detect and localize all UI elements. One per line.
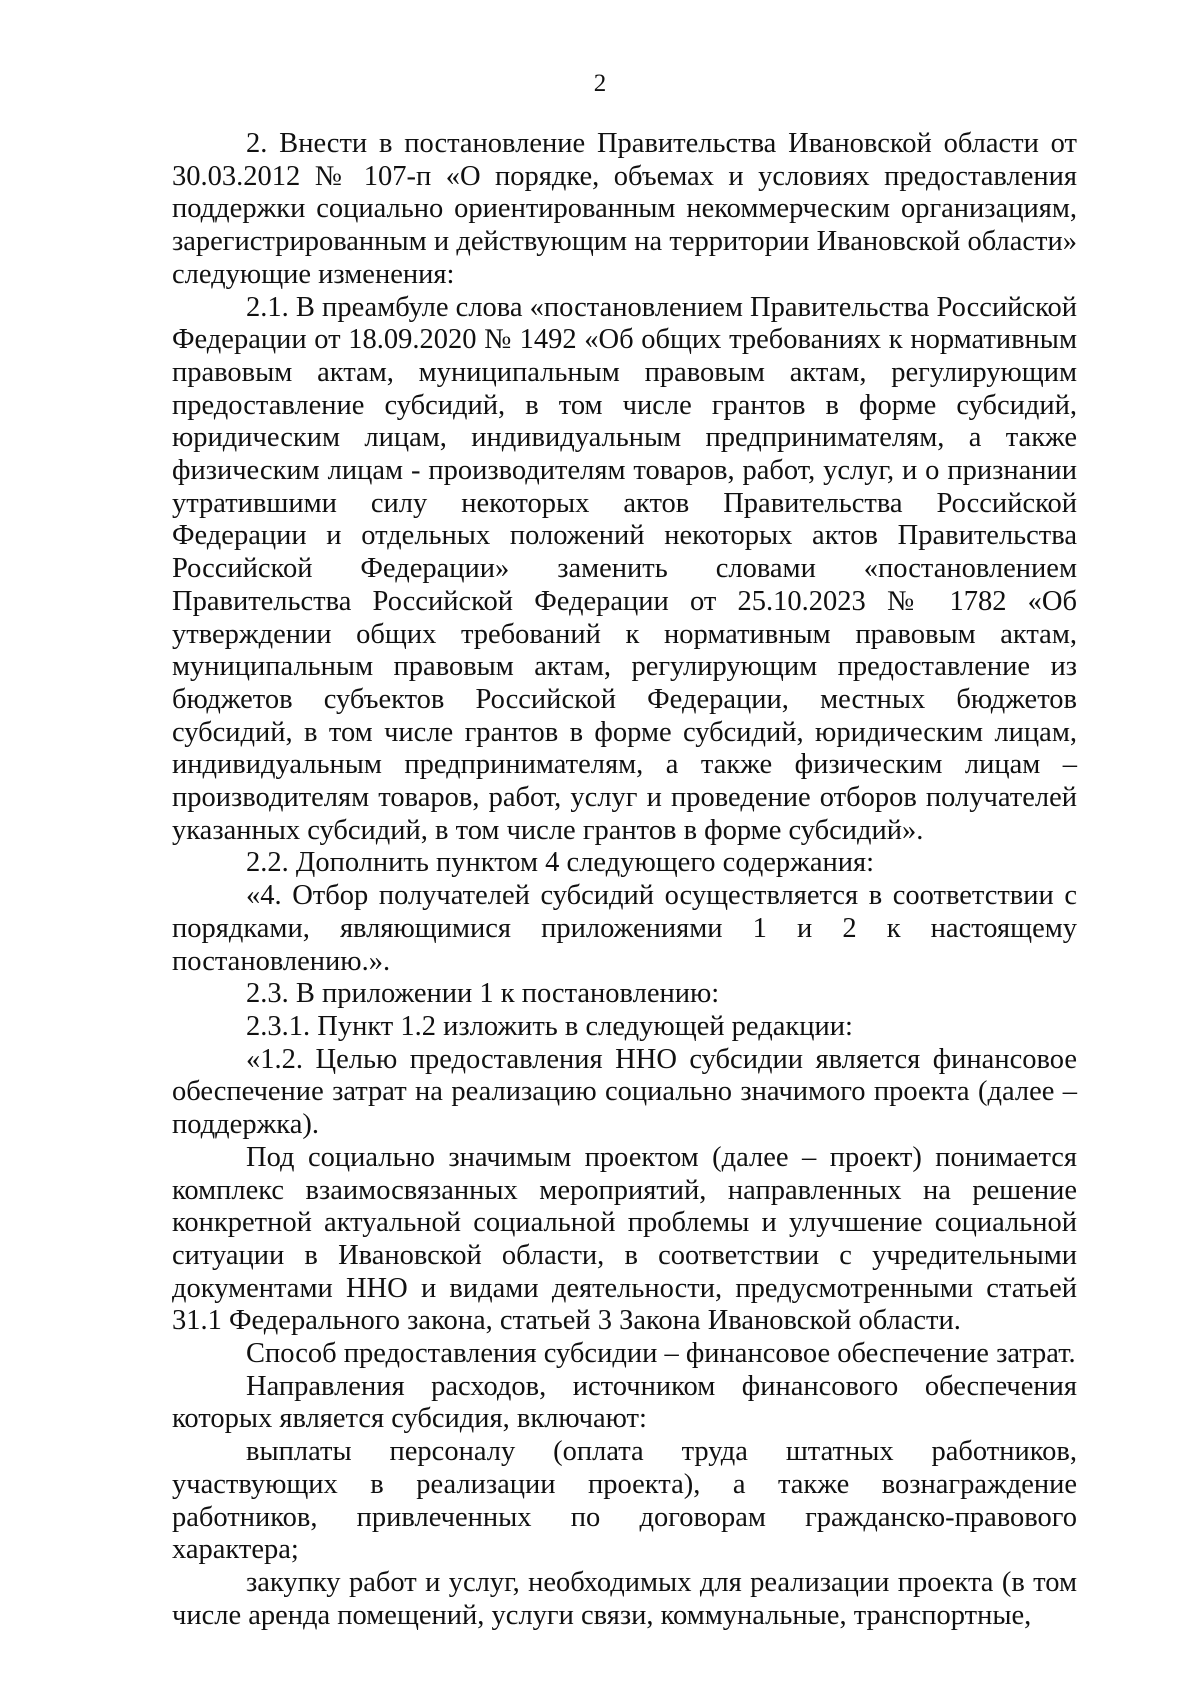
paragraph-project-definition: Под социально значимым проектом (далее – проект) понимается комплекс взаимосвязанных мероприятий, направленных на решение конкретной актуальной социальной проблемы и улучшение социальной ситуации в Ивановской области, в соответствии с учредительными документами ННО и видами деятельности, предусмотренными статьей 31.1 Федерального закона, статьей 3 Закона Ивановской области. — [172, 1141, 1077, 1337]
page-number: 2 — [593, 70, 607, 97]
paragraph-2: 2. Внести в постановление Правительства Ивановской области от 30.03.2012 № 107-п «О порядке, объемах и условиях предоставления поддержки социально ориентированным некоммерческим организациям, зарегистрированным и действующим на территории Ивановской области» следующие изменения: — [172, 128, 1077, 290]
paragraph-new-item-4: «4. Отбор получателей субсидий осуществляется в соответствии с порядками, являющимися приложениями 1 и 2 к настоящему постановлению.». — [172, 880, 1077, 977]
paragraph-new-item-1-2: «1.2. Целью предоставления ННО субсидии является финансовое обеспечение затрат на реализацию социально значимого проекта (далее – поддержка). — [172, 1043, 1077, 1141]
paragraph-2-3: 2.3. В приложении 1 к постановлению: — [246, 978, 720, 1010]
paragraph-2-3-1: 2.3.1. Пункт 1.2 изложить в следующей редакции: — [246, 1010, 853, 1042]
paragraph-2-2: 2.2. Дополнить пунктом 4 следующего содержания: — [246, 847, 875, 879]
paragraph-expense-directions: Направления расходов, источником финансового обеспечения которых является субсидия, включают: — [172, 1370, 1077, 1435]
paragraph-subsidy-method: Способ предоставления субсидии – финансовое обеспечение затрат. — [246, 1338, 1076, 1370]
paragraph-staff-payments: выплаты персоналу (оплата труда штатных работников, участвующих в реализации проекта), а также вознаграждение работников, привлеченных по договорам гражданско-правового характера; — [172, 1436, 1077, 1566]
paragraph-procurement: закупку работ и услуг, необходимых для реализации проекта (в том числе аренда помещений, услуги связи, коммунальные, транспортные, — [172, 1566, 1077, 1631]
document-body — [172, 128, 1077, 1632]
paragraph-2-1: 2.1. В преамбуле слова «постановлением Правительства Российской Федерации от 18.09.2020 № 1492 «Об общих требованиях к нормативным правовым актам, муниципальным правовым актам, регулирующим предоставление субсидий, в том числе грантов в форме субсидий, юридическим лицам, индивидуальным предпринимателям, а также физическим лицам - производителям товаров, работ, услуг, и о признании утратившими силу некоторых актов Правительства Российской Федерации и отдельных положений некоторых актов Правительства Российской Федерации» заменить словами «постановлением Правительства Российской Федерации от 25.10.2023 № 1782 «Об утверждении общих требований к нормативным правовым актам, муниципальным правовым актам, регулирующим предоставление из бюджетов субъектов Российской Федерации, местных бюджетов субсидий, в том числе грантов в форме субсидий, юридическим лицам, индивидуальным предпринимателям, а также физическим лицам – производителям товаров, работ, услуг и проведение отборов получателей указанных субсидий, в том числе грантов в форме субсидий». — [172, 291, 1077, 846]
